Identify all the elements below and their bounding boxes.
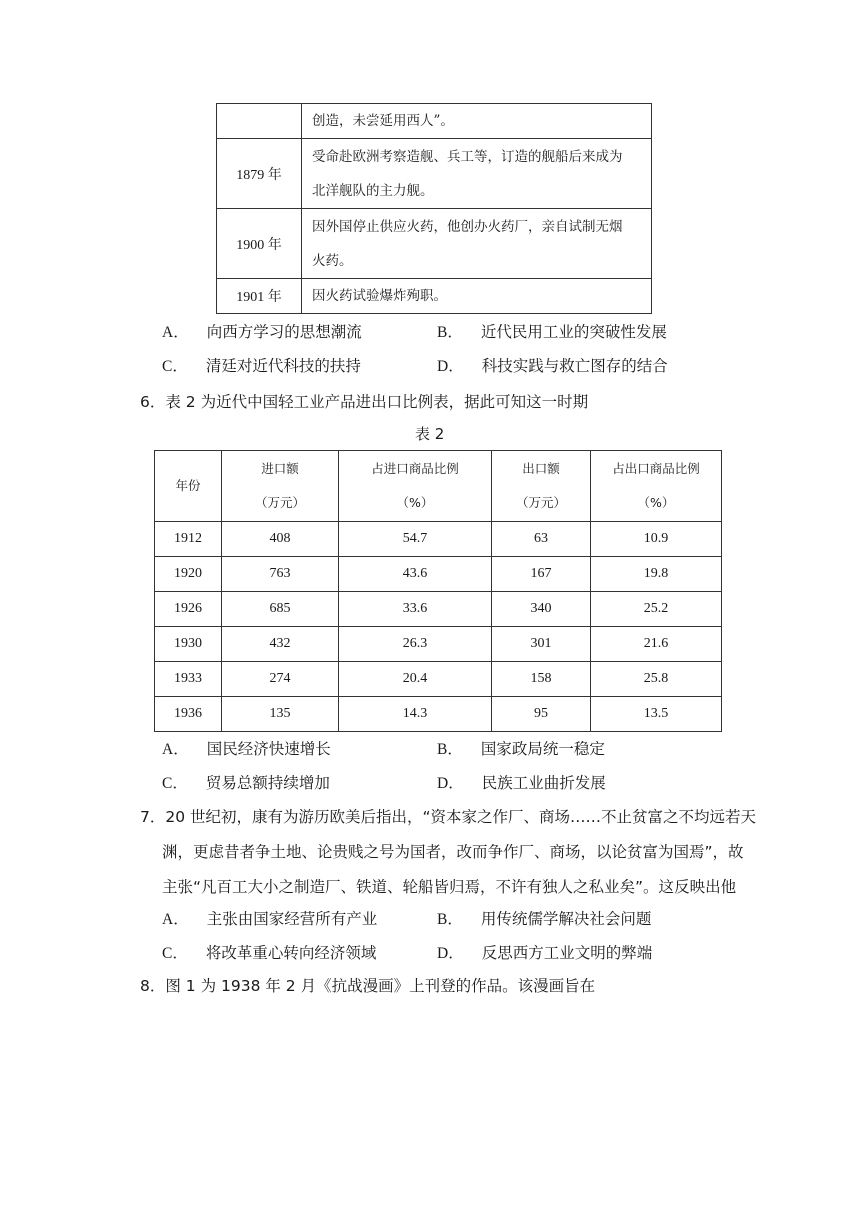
- cell: 1936: [155, 697, 222, 732]
- cell: 26.3: [339, 627, 492, 662]
- option-text: 民族工业曲折发展: [481, 774, 606, 792]
- question-8-stem: 8．图 1 为 1938 年 2 月《抗战漫画》上刊登的作品。该漫画旨在: [140, 977, 596, 995]
- option-letter: C．: [162, 945, 188, 962]
- q7-option-a[interactable]: [162, 907, 377, 929]
- trade-ratio-table: [154, 450, 722, 732]
- table-row: [217, 104, 652, 139]
- option-letter: C．: [162, 358, 188, 375]
- description-line: 创造，未尝延用西人”。: [312, 113, 454, 129]
- description-cell: [302, 104, 652, 139]
- description-cell: [302, 139, 652, 209]
- option-text: 清廷对近代科技的扶持: [205, 357, 361, 375]
- cell: 95: [492, 697, 591, 732]
- question-7-line-1: 7．20 世纪初，康有为游历欧美后指出，“资本家之作厂、商场……不止贫富之不均远若天: [140, 808, 757, 826]
- cell: 1926: [155, 592, 222, 627]
- q7-option-b[interactable]: [437, 907, 651, 929]
- q7-option-c[interactable]: [162, 941, 376, 963]
- table-row: [155, 697, 722, 732]
- cell: 301: [492, 627, 591, 662]
- cell: 1930: [155, 627, 222, 662]
- cell: 63: [492, 522, 591, 557]
- option-text: 近代民用工业的突破性发展: [480, 323, 667, 341]
- table-row: [217, 209, 652, 279]
- cell: 54.7: [339, 522, 492, 557]
- cell: 33.6: [339, 592, 492, 627]
- table-row: [217, 139, 652, 209]
- table-header-row: [155, 451, 722, 522]
- cell: 19.8: [591, 557, 722, 592]
- q5-option-a[interactable]: [162, 320, 362, 342]
- description-line: 北洋舰队的主力舰。: [312, 182, 434, 199]
- q7-option-d[interactable]: [437, 941, 652, 963]
- table-row: [155, 592, 722, 627]
- table-row: [155, 662, 722, 697]
- option-letter: D．: [437, 945, 464, 962]
- cell: 1933: [155, 662, 222, 697]
- table-row: [217, 279, 652, 314]
- cell: 10.9: [591, 522, 722, 557]
- option-letter: C．: [162, 775, 188, 792]
- q5-option-b[interactable]: [437, 320, 667, 342]
- cell: 13.5: [591, 697, 722, 732]
- year-cell: [217, 104, 302, 139]
- question-6-stem: 6．表 2 为近代中国轻工业产品进出口比例表，据此可知这一时期: [140, 393, 589, 411]
- description-line: 受命赴欧洲考察造舰、兵工等，订造的舰船后来成为: [312, 148, 623, 165]
- option-letter: B．: [437, 911, 463, 928]
- option-letter: D．: [437, 775, 464, 792]
- option-letter: A．: [162, 741, 189, 758]
- cell: 25.8: [591, 662, 722, 697]
- description-line: 因火药试验爆炸殉职。: [312, 288, 447, 304]
- year-cell: 1900 年: [217, 209, 302, 279]
- q6-option-b[interactable]: [437, 737, 605, 759]
- cell: 20.4: [339, 662, 492, 697]
- cell: 408: [222, 522, 339, 557]
- cell: 43.6: [339, 557, 492, 592]
- table-row: [155, 557, 722, 592]
- header-import: 进口额 （万元）: [222, 451, 339, 522]
- q5-option-c[interactable]: [162, 354, 361, 376]
- option-text: 国家政局统一稳定: [480, 740, 605, 758]
- option-text: 用传统儒学解决社会问题: [480, 910, 652, 928]
- cell: 135: [222, 697, 339, 732]
- cell: 432: [222, 627, 339, 662]
- cell: 1912: [155, 522, 222, 557]
- description-line: 火药。: [312, 252, 353, 269]
- option-text: 向西方学习的思想潮流: [206, 323, 362, 341]
- q6-option-a[interactable]: [162, 737, 331, 759]
- option-letter: A．: [162, 324, 189, 341]
- option-text: 主张由国家经营所有产业: [206, 910, 378, 928]
- q6-option-d[interactable]: [437, 771, 606, 793]
- header-export: 出口额 （万元）: [492, 451, 591, 522]
- table-row: [155, 627, 722, 662]
- header-year: 年份: [155, 451, 222, 522]
- cell: 274: [222, 662, 339, 697]
- option-letter: B．: [437, 324, 463, 341]
- cell: 340: [492, 592, 591, 627]
- description-line: 因外国停止供应火药，他创办火药厂，亲自试制无烟: [312, 218, 623, 235]
- cell: 685: [222, 592, 339, 627]
- question-7-line-3: 主张“凡百工大小之制造厂、铁道、轮船皆归焉，不许有独人之私业矣”。这反映出他: [162, 878, 737, 896]
- description-cell: [302, 279, 652, 314]
- option-text: 科技实践与救亡图存的结合: [481, 357, 668, 375]
- cell: 167: [492, 557, 591, 592]
- table-caption: 表 2: [415, 425, 445, 443]
- cell: 21.6: [591, 627, 722, 662]
- option-letter: A．: [162, 911, 189, 928]
- question-7-line-2: 渊，更虑昔者争土地、论贵贱之号为国者，改而争作厂、商场，以论贫富为国焉”，故: [162, 843, 744, 861]
- option-text: 国民经济快速增长: [206, 740, 331, 758]
- q5-option-d[interactable]: [437, 354, 668, 376]
- option-letter: D．: [437, 358, 464, 375]
- year-cell: 1879 年: [217, 139, 302, 209]
- cell: 763: [222, 557, 339, 592]
- description-cell: [302, 209, 652, 279]
- cell: 1920: [155, 557, 222, 592]
- option-letter: B．: [437, 741, 463, 758]
- cell: 158: [492, 662, 591, 697]
- option-text: 将改革重心转向经济领域: [205, 944, 377, 962]
- cell: 14.3: [339, 697, 492, 732]
- q6-option-c[interactable]: [162, 771, 330, 793]
- cell: 25.2: [591, 592, 722, 627]
- option-text: 反思西方工业文明的弊端: [481, 944, 653, 962]
- table-row: [155, 522, 722, 557]
- header-import-share: 占进口商品比例 （%）: [339, 451, 492, 522]
- option-text: 贸易总额持续增加: [205, 774, 330, 792]
- year-cell: 1901 年: [217, 279, 302, 314]
- header-export-share: 占出口商品比例 （%）: [591, 451, 722, 522]
- biography-table: [216, 103, 652, 314]
